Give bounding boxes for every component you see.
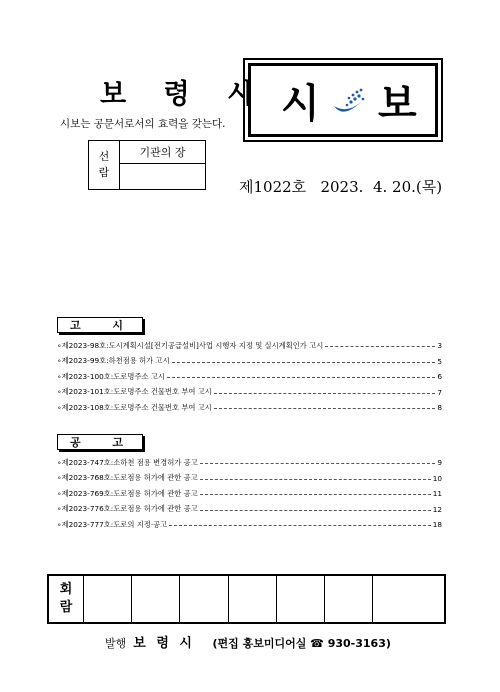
masthead-title-left: 시 <box>281 81 320 127</box>
toc-item-title: ∘제2023-747호:소하천 점용 변경허가 공고 <box>57 457 198 467</box>
toc-item[interactable] <box>57 502 442 518</box>
circulation-label <box>48 575 84 623</box>
toc-item-title: ∘제2023-100호:도로명주소 고시 <box>57 371 165 381</box>
approval-head-cell <box>120 141 206 164</box>
circulation-cell <box>324 575 372 623</box>
editor-info: (편집 홍보미디어실 ☎ 930-3163) <box>212 637 391 650</box>
toc-leader <box>200 510 431 511</box>
toc-item-title: ∘제2023-769호:도로점용 허가에 관한 공고 <box>57 488 198 498</box>
tagline: 시보는 공문서로서의 효력을 갖는다. <box>60 118 226 130</box>
toc-leader <box>200 494 431 495</box>
issue-date: 2023. 4. 20. <box>320 178 416 196</box>
toc-item-title: ∘제2023-98호:도시계획시설[전기공급설비]사업 시행자 지정 및 실시계획인가 고시 <box>57 340 324 350</box>
toc-item[interactable] <box>57 338 442 354</box>
circulation-cell <box>132 575 180 623</box>
masthead <box>243 58 443 142</box>
city-name: 보 령 시 <box>100 79 268 110</box>
approval-label <box>89 141 120 190</box>
issue-weekday: (목) <box>415 178 443 196</box>
toc-leader <box>325 346 435 347</box>
issue-info <box>239 176 442 197</box>
notices-section-title: 고 시 <box>57 317 143 333</box>
announcements-section-title: 공 고 <box>57 434 143 450</box>
toc-item[interactable] <box>57 471 442 487</box>
circulation-cell <box>84 575 132 623</box>
toc-item[interactable] <box>57 354 442 370</box>
approval-signature-cell <box>120 164 206 190</box>
toc-item-page: 5 <box>437 356 442 366</box>
toc-item-title: ∘제2023-776호:도로점용 허가에 관한 공고 <box>57 504 198 514</box>
circulation-cell <box>180 575 228 623</box>
issue-number: 제1022호 <box>239 178 307 196</box>
toc-item[interactable] <box>57 517 442 533</box>
toc-item-page: 18 <box>432 520 442 530</box>
toc-leader <box>167 377 435 378</box>
toc-item-page: 3 <box>437 341 442 351</box>
toc-item-title: ∘제2023-768호:도로점용 허가에 관한 공고 <box>57 473 198 483</box>
circulation-table <box>47 574 446 624</box>
toc-leader <box>172 362 435 363</box>
toc-leader <box>214 393 435 394</box>
city-logo-icon <box>331 86 367 122</box>
masthead-title-right: 보 <box>378 81 417 127</box>
toc-item-page: 6 <box>437 372 442 382</box>
publisher-footer <box>105 632 391 651</box>
circulation-cell <box>373 575 445 623</box>
toc-item[interactable] <box>57 486 442 502</box>
toc-item-page: 11 <box>432 489 442 499</box>
toc-item-page: 12 <box>432 504 442 514</box>
toc-item-title: ∘제2023-777호:도로의 지정·공고 <box>57 519 168 529</box>
circulation-cell <box>228 575 276 623</box>
toc-item-title: ∘제2023-101호:도로명주소 건물번호 부여 고시 <box>57 387 212 397</box>
toc-item[interactable] <box>57 385 442 401</box>
toc-leader <box>169 525 430 526</box>
toc-item-page: 10 <box>432 473 442 483</box>
notices-toc <box>57 338 442 416</box>
publisher-label: 발행 <box>105 637 127 650</box>
toc-item-page: 9 <box>437 458 442 468</box>
toc-item[interactable] <box>57 369 442 385</box>
toc-item-title: ∘제2023-108호:도로명주소 건물번호 부여 고시 <box>57 402 212 412</box>
announcements-toc <box>57 455 442 533</box>
toc-item[interactable] <box>57 455 442 471</box>
toc-leader <box>200 479 431 480</box>
toc-item-page: 8 <box>437 403 442 413</box>
approval-head-label: 기관의 장 <box>139 146 186 159</box>
publisher-name: 보 령 시 <box>133 636 195 651</box>
toc-leader <box>214 408 435 409</box>
toc-leader <box>200 463 435 464</box>
circulation-label-text: 회 람 <box>59 582 73 615</box>
toc-item-page: 7 <box>437 387 442 397</box>
approval-label-text: 선 람 <box>98 150 110 179</box>
toc-item-title: ∘제2023-99호:하천점용 허가 고시 <box>57 356 170 366</box>
circulation-cell <box>276 575 324 623</box>
masthead-inner-frame <box>248 63 438 137</box>
approval-box <box>88 140 206 190</box>
toc-item[interactable] <box>57 400 442 416</box>
